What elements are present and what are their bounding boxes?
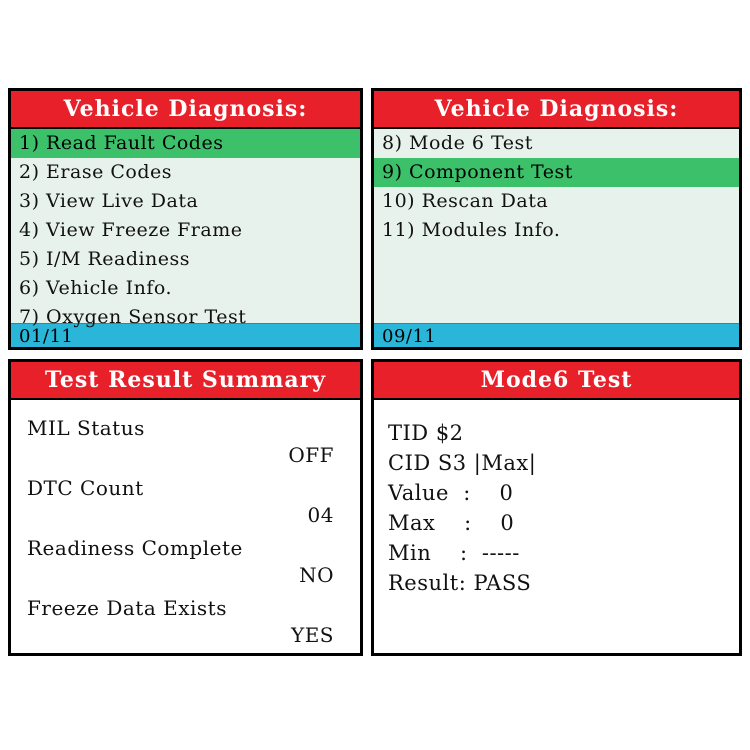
menu-item-modules-info[interactable]: 11) Modules Info.: [382, 219, 561, 241]
page-indicator: 09/11: [374, 323, 739, 349]
summary-list: [11, 400, 360, 655]
page-indicator: 01/11: [11, 323, 360, 349]
menu-item-component-test[interactable]: 9) Component Test: [374, 158, 739, 187]
mode6-result-list: [374, 400, 739, 655]
summary-label: Freeze Data Exists: [27, 596, 227, 620]
panel-title: Vehicle Diagnosis:: [374, 91, 739, 129]
mode6-line-min: Min : -----: [388, 541, 520, 565]
panel-title: Test Result Summary: [11, 362, 360, 400]
panel-title: Vehicle Diagnosis:: [11, 91, 360, 129]
mode6-line-result: Result: PASS: [388, 571, 532, 595]
summary-row-mil-status: [27, 414, 344, 468]
menu-item-view-freeze-frame[interactable]: 4) View Freeze Frame: [19, 219, 243, 241]
menu-item-erase-codes[interactable]: 2) Erase Codes: [19, 161, 172, 183]
menu-item-mode-6-test[interactable]: 8) Mode 6 Test: [382, 132, 533, 154]
summary-row-freeze-data-exists: [27, 594, 344, 648]
summary-label: MIL Status: [27, 416, 145, 440]
menu-item-rescan-data[interactable]: 10) Rescan Data: [382, 190, 549, 212]
menu-item-oxygen-sensor-test[interactable]: 7) Oxygen Sensor Test: [19, 306, 247, 328]
summary-label: Readiness Complete: [27, 536, 243, 560]
mode6-line-tid: TID $2: [388, 421, 464, 445]
menu-list: [374, 129, 739, 323]
summary-row-dtc-count: [27, 474, 344, 528]
summary-value: NO: [299, 563, 334, 587]
menu-item-im-readiness[interactable]: 5) I/M Readiness: [19, 248, 191, 270]
test-result-summary-panel: [8, 359, 363, 656]
panel-title: Mode6 Test: [374, 362, 739, 400]
mode6-line-max: Max : 0: [388, 511, 515, 535]
mode6-test-panel: [371, 359, 742, 656]
menu-item-vehicle-info[interactable]: 6) Vehicle Info.: [19, 277, 172, 299]
summary-value: YES: [290, 623, 334, 647]
menu-list: [11, 129, 360, 328]
menu-item-view-live-data[interactable]: 3) View Live Data: [19, 190, 199, 212]
vehicle-diagnosis-menu-panel-2: [371, 88, 742, 350]
summary-row-readiness-complete: [27, 534, 344, 588]
mode6-line-cid: CID S3 |Max|: [388, 451, 537, 475]
summary-value: 04: [307, 503, 334, 527]
menu-item-read-fault-codes[interactable]: 1) Read Fault Codes: [11, 129, 360, 158]
summary-value: OFF: [288, 443, 334, 467]
mode6-line-value: Value : 0: [388, 481, 514, 505]
vehicle-diagnosis-menu-panel-1: [8, 88, 363, 350]
summary-label: DTC Count: [27, 476, 144, 500]
